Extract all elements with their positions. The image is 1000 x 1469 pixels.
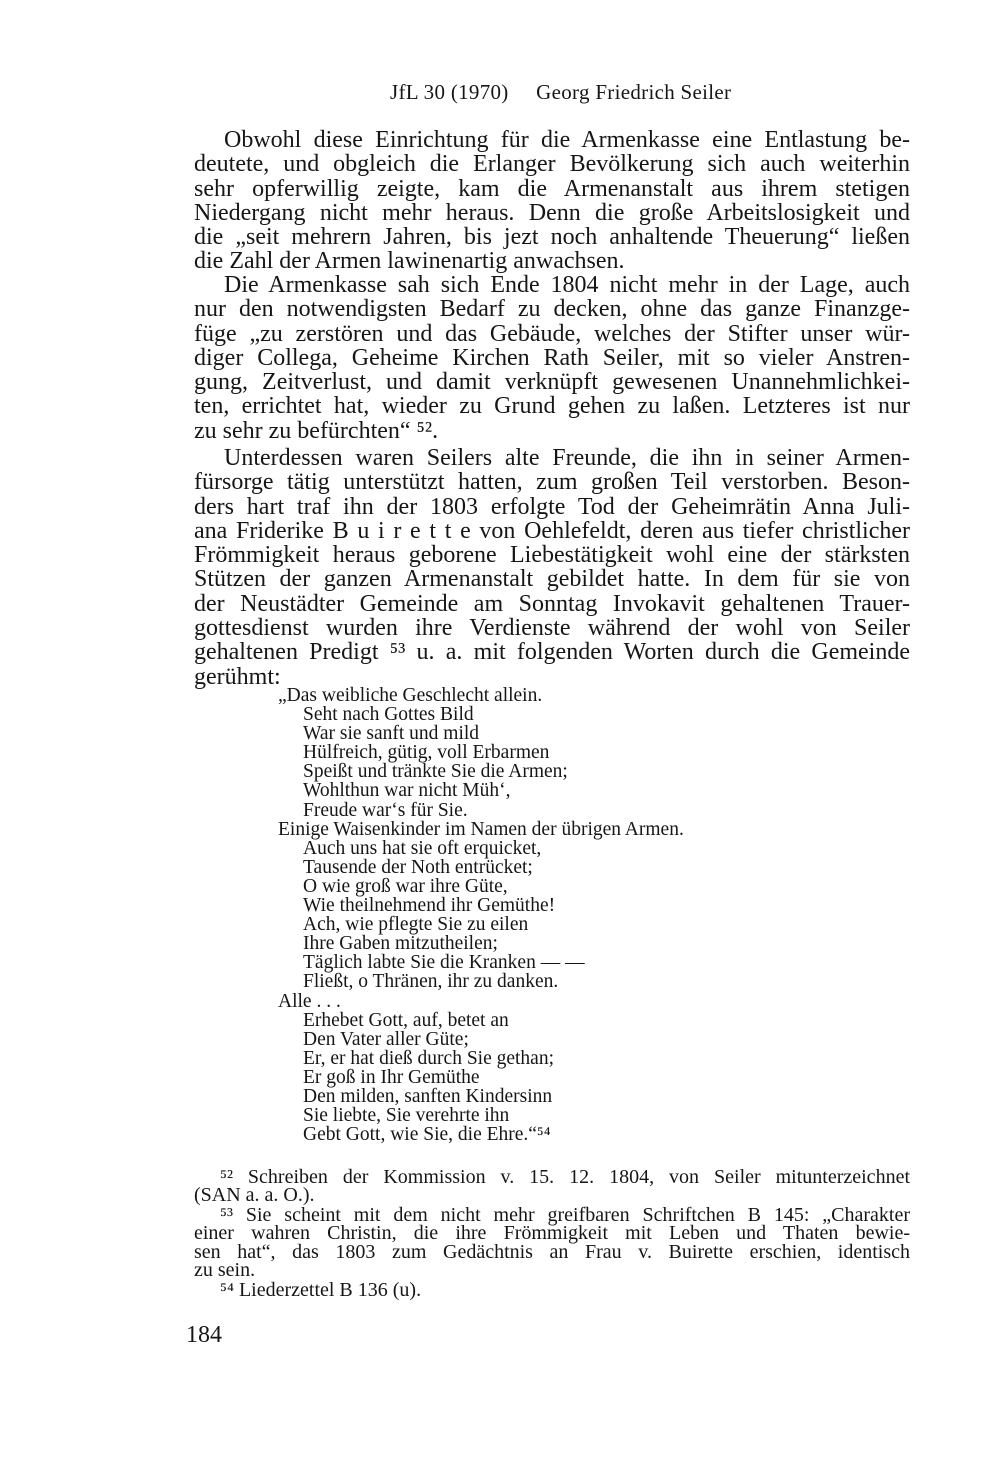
poem-speaker-line: Alle . . . <box>278 990 341 1012</box>
text-line: die „seit mehrern Jahren, bis jezt noch anhaltende Theuerung“ ließen <box>194 224 910 251</box>
text-line: diger Collega, Geheime Kirchen Rath Seiler, mit so vieler Anstren- <box>194 344 910 371</box>
poem-verse-line: War sie sanft und mild <box>303 723 480 745</box>
poem-verse-line: Den milden, sanften Kindersinn <box>303 1085 553 1107</box>
poem-verse-line: Fließt, o Thränen, ihr zu danken. <box>303 971 559 993</box>
poem-verse-line: Wie theilnehmend ihr Gemüthe! <box>303 895 556 917</box>
text-line: Niedergang nicht mehr heraus. Denn die große Arbeitslosigkeit und <box>194 199 910 226</box>
text-line: ten, errichtet hat, wieder zu Grund gehen zu laßen. Letzteres ist nur <box>194 393 910 420</box>
poem-verse-line: Auch uns hat sie oft erquicket, <box>303 837 542 859</box>
quoted-poem <box>278 686 684 1144</box>
poem-verse-line: Täglich labte Sie die Kranken — — <box>303 952 585 974</box>
poem-verse-line: Er, er hat dieß durch Sie gethan; <box>303 1047 555 1069</box>
footnote-line: einer wahren Christin, die ihre Frömmigkeit mit Leben und Thaten bewie- <box>194 1222 910 1245</box>
poem-verse-line: Den Vater aller Güte; <box>303 1028 469 1050</box>
poem-speaker-line: „Das weibliche Geschlecht allein. <box>278 685 543 706</box>
text-line: ders hart traf ihn der 1803 erfolgte Tod der Geheimrätin Anna Juli- <box>194 493 910 520</box>
text-line: gehaltenen Predigt ⁵³ u. a. mit folgenden Worten durch die Gemeinde <box>194 639 910 666</box>
text-line: sehr opferwillig zeigte, kam die Armenanstalt aus ihrem stetigen <box>194 175 910 202</box>
poem-verse-line: Er goß in Ihr Gemüthe <box>303 1066 480 1088</box>
footnote-53 <box>194 1206 910 1280</box>
footnote-line: ⁵³ Sie scheint mit dem nicht mehr greifbaren Schriftchen B 145: „Charakter <box>220 1204 910 1226</box>
text-line: die Zahl der Armen lawinenartig anwachsen. <box>194 248 625 275</box>
text-line: gung, Zeitverlust, und damit verknüpft gewesenen Unannehmlichkei- <box>194 369 910 396</box>
footnote-line: (SAN a. a. O.). <box>194 1184 315 1207</box>
text-line: Obwohl diese Einrichtung für die Armenkasse eine Entlastung be- <box>224 127 910 153</box>
paragraph-3 <box>194 446 910 689</box>
poem-verse-line: O wie groß war ihre Güte, <box>303 875 508 897</box>
footnote-line: ⁵⁴ Liederzettel B 136 (u). <box>220 1279 422 1301</box>
footnote-line: sen hat“, das 1803 zum Gedächtnis an Frau v. Buirette erschien, identisch <box>194 1240 910 1263</box>
page-number: 184 <box>186 1322 222 1348</box>
poem-verse-line: Sie liebte, Sie verehrte ihn <box>303 1105 510 1127</box>
text-line: Frömmigkeit heraus geborene Liebestätigkeit wohl eine der stärksten <box>194 542 910 569</box>
paragraph-1 <box>194 128 910 274</box>
text-line: nur den notwendigsten Bedarf zu decken, ohne das ganze Finanzge- <box>194 296 910 323</box>
footnote-line: zu sein. <box>194 1259 256 1282</box>
text-line: ana Friderike B u i r e t t e von Oehlefeldt, deren aus tiefer christlicher <box>194 517 910 544</box>
text-line: zu sehr zu befürchten“ ⁵². <box>194 417 439 444</box>
poem-verse-line: Hülfreich, gütig, voll Erbarmen <box>303 742 550 764</box>
poem-verse-line: Wohlthun war nicht Müh‘, <box>303 780 511 802</box>
poem-verse-line: Ach, wie pflegte Sie zu eilen <box>303 914 529 936</box>
poem-verse-line: Seht nach Gottes Bild <box>303 704 474 726</box>
poem-verse-line: Freude war‘s für Sie. <box>303 799 468 821</box>
poem-verse-line: Speißt und tränkte Sie die Armen; <box>303 761 568 783</box>
text-line: deutete, und obgleich die Erlanger Bevölkerung sich auch weiterhin <box>194 151 910 178</box>
poem-verse-line: Gebt Gott, wie Sie, die Ehre.“⁵⁴ <box>303 1124 551 1146</box>
text-line: gottesdienst wurden ihre Verdienste während der wohl von Seiler <box>194 615 910 642</box>
journal-reference: JfL 30 (1970) <box>390 80 509 104</box>
text-line: füge „zu zerstören und das Gebäude, welches der Stifter unser wür- <box>194 320 910 347</box>
footnote-line: ⁵² Schreiben der Kommission v. 15. 12. 1804, von Seiler mitunterzeichnet <box>220 1166 910 1188</box>
poem-verse-line: Erhebet Gott, auf, betet an <box>303 1009 509 1031</box>
article-author: Georg Friedrich Seiler <box>536 80 732 104</box>
poem-verse-line: Tausende der Noth entrücket; <box>303 856 533 878</box>
text-line: Stützen der ganzen Armenanstalt gebildet hatte. In dem für sie von <box>194 566 910 593</box>
running-header <box>390 80 731 105</box>
text-line: der Neustädter Gemeinde am Sonntag Invokavit gehaltenen Trauer- <box>194 590 910 617</box>
text-line: Die Armenkasse sah sich Ende 1804 nicht mehr in der Lage, auch <box>224 272 910 298</box>
paragraph-2 <box>194 273 910 443</box>
poem-verse-line: Ihre Gaben mitzutheilen; <box>303 933 498 955</box>
poem-speaker-line: Einige Waisenkinder im Namen der übrigen Armen. <box>278 818 684 840</box>
text-line: gerühmt: <box>194 663 281 690</box>
footnote-54 <box>194 1281 910 1299</box>
footnote-52 <box>194 1168 910 1205</box>
text-line: Unterdessen waren Seilers alte Freunde, die ihn in seiner Armen- <box>224 445 910 471</box>
text-line: fürsorge tätig unterstützt hatten, zum großen Teil verstorben. Beson- <box>194 469 910 496</box>
